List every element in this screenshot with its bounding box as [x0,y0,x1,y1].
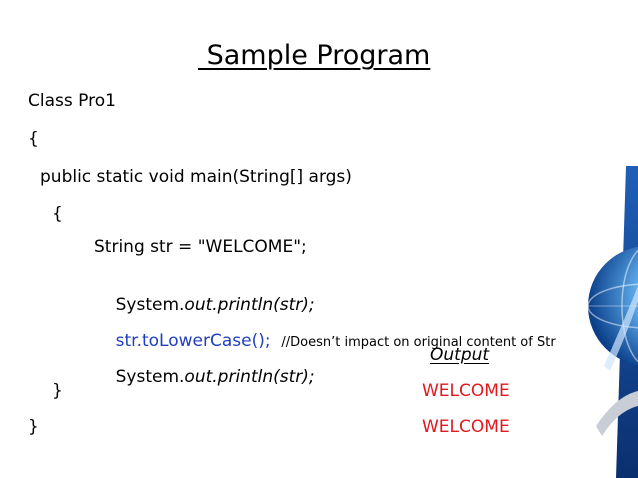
code-print2-call: out.println(str); [184,367,315,387]
output-line-1: WELCOME [422,381,510,401]
code-string-declaration: String str = "WELCOME"; [94,237,307,257]
slide-title: Sample Program [198,40,431,71]
output-label: Output [430,345,490,365]
code-open-brace-main: { [52,204,63,224]
code-open-brace-class: { [28,129,39,149]
output-line-2: WELCOME [422,417,510,437]
globe-icon [586,166,638,478]
code-class-line: Class Pro1 [28,91,116,111]
code-print1-prefix: System. [115,295,185,315]
code-lowercase-comment: //Doesn’t impact on original content of Str [281,335,556,350]
code-close-brace-main: } [52,381,63,401]
code-print2-prefix: System. [115,367,185,387]
code-close-brace-class: } [28,417,39,437]
code-print-line-2 [94,344,315,410]
code-main-signature: public static void main(String[] args) [40,167,352,187]
code-print1-call: out.println(str); [184,295,315,315]
code-lowercase-call: str.toLowerCase(); [115,331,271,351]
